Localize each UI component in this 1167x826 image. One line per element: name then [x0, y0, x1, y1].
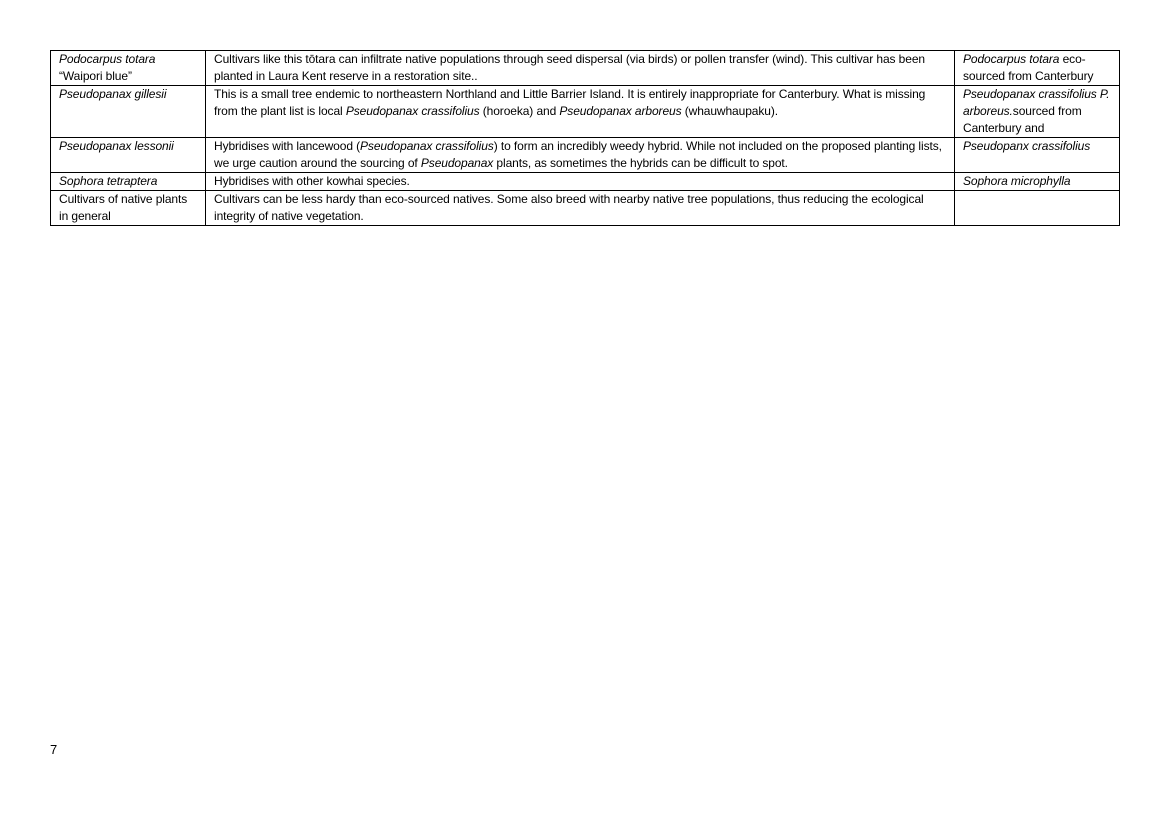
text-run: Pseudopanax crassifolius	[345, 104, 480, 118]
notes-cell	[206, 86, 955, 138]
alternative-cell	[955, 173, 1120, 191]
text-run: (whauwhaupaku).	[681, 104, 778, 118]
species-cell	[51, 51, 206, 86]
table-row	[51, 173, 1120, 191]
text-run: Pseudopanax crassifolius P. arboreus.	[963, 87, 1110, 118]
table-row	[51, 138, 1120, 173]
text-run: sourced from Canterbury and	[963, 104, 1082, 135]
text-run: (horoeka) and	[479, 104, 560, 118]
text-run: Pseudopanax crassifolius	[360, 139, 494, 153]
alternative-cell	[955, 138, 1120, 173]
text-run: Cultivars of native plants in general	[59, 192, 188, 223]
text-run: Pseudopanax lessonii	[59, 139, 174, 153]
alternative-cell	[955, 191, 1120, 226]
table-row	[51, 86, 1120, 138]
text-run: This is a small tree endemic to northeastern Northland and Little Barrier Island. It is entirely inappropriate for Canterbury. What is missing from the plant list is local	[214, 87, 926, 118]
text-run: Pseudopanax arboreus	[559, 104, 682, 118]
species-cell	[51, 191, 206, 226]
text-run: Hybridises with lancewood (	[214, 139, 361, 153]
notes-cell	[206, 51, 955, 86]
species-cell	[51, 138, 206, 173]
plant-table-body	[51, 51, 1120, 226]
text-run: “Waipori blue”	[59, 69, 132, 83]
text-run: Hybridises with other kowhai species.	[214, 174, 410, 188]
plant-table	[50, 50, 1120, 226]
text-run: Sophora microphylla	[963, 174, 1071, 188]
species-cell	[51, 173, 206, 191]
text-run: plants, as sometimes the hybrids can be difficult to spot.	[493, 156, 788, 170]
alternative-cell	[955, 86, 1120, 138]
page-number: 7	[50, 742, 58, 757]
text-run: ) to form an incredibly weedy hybrid. While not included on the proposed planting lists, we urge caution around the sourcing of	[214, 139, 942, 170]
table-row	[51, 51, 1120, 86]
text-run: Pseudopanx crassifolius	[963, 139, 1091, 153]
text-run: eco-sourced from Canterbury	[963, 52, 1094, 83]
text-run: Pseudopanax	[420, 156, 494, 170]
text-run: Podocarpus totara	[963, 52, 1060, 66]
table-row	[51, 191, 1120, 226]
text-run: Pseudopanax gillesii	[59, 87, 167, 101]
text-run: Cultivars like this tōtara can infiltrate native populations through seed dispersal (via birds) or pollen transfer (wind). This cultivar has been planted in Laura Kent reserve in a restoration site..	[214, 52, 925, 83]
notes-cell	[206, 191, 955, 226]
notes-cell	[206, 138, 955, 173]
text-run: Cultivars can be less hardy than eco-sourced natives. Some also breed with nearby native tree populations, thus reducing the ecological integrity of native vegetation.	[214, 192, 924, 223]
text-run: Podocarpus totara	[59, 52, 156, 66]
text-run: Sophora tetraptera	[59, 174, 158, 188]
alternative-cell	[955, 51, 1120, 86]
species-cell	[51, 86, 206, 138]
notes-cell	[206, 173, 955, 191]
